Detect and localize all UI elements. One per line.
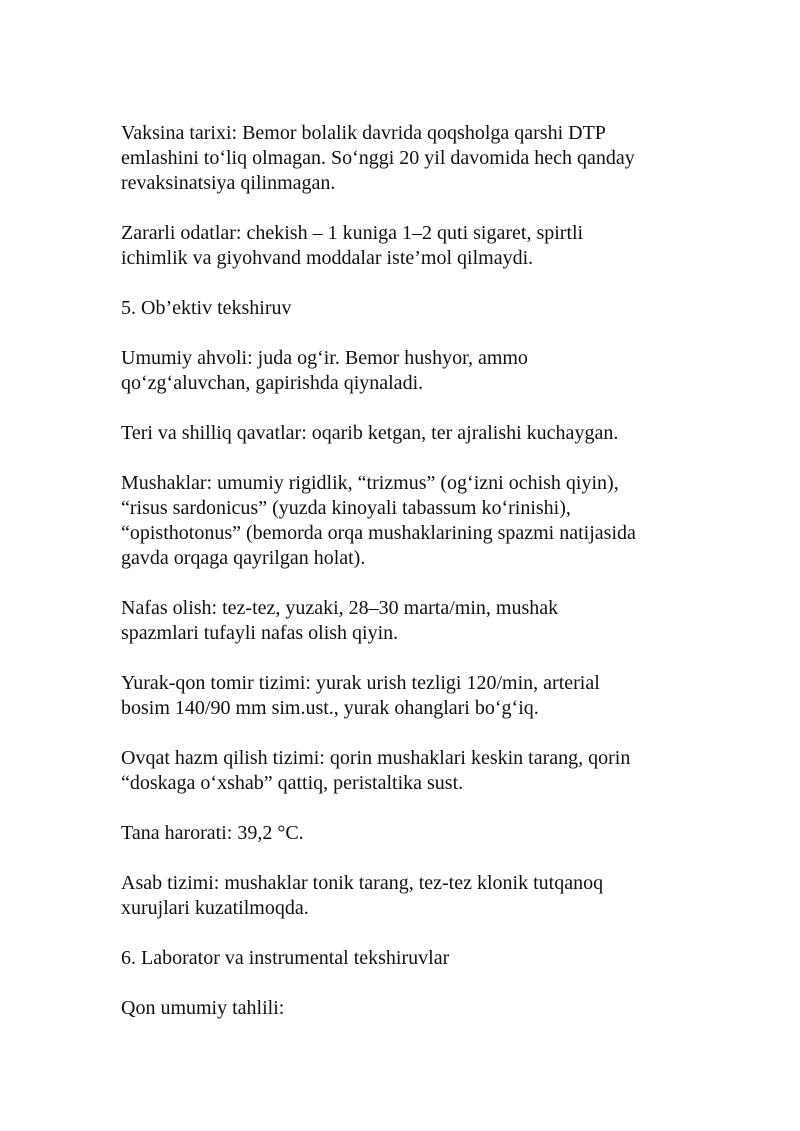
text-line: “doskaga o‘xshab” qattiq, peristaltika sust. bbox=[121, 772, 464, 794]
text-line: ichimlik va giyohvand moddalar iste’mol qilmaydi. bbox=[121, 247, 534, 269]
heading-text: 6. Laborator va instrumental tekshiruvlar bbox=[121, 947, 450, 969]
text-line: Ovqat hazm qilish tizimi: qorin mushaklari keskin tarang, qorin bbox=[121, 747, 631, 769]
text-line: emlashini to‘liq olmagan. So‘nggi 20 yil davomida hech qanday bbox=[121, 147, 635, 169]
paragraph-breathing bbox=[121, 596, 691, 646]
text-line: xurujlari kuzatilmoqda. bbox=[121, 897, 309, 919]
paragraph-blood-test bbox=[121, 996, 691, 1021]
text-line: gavda orqaga qayrilgan holat). bbox=[121, 547, 366, 569]
text-line: bosim 140/90 mm sim.ust., yurak ohanglari bo‘g‘iq. bbox=[121, 697, 539, 719]
text-line: Tana harorati: 39,2 °C. bbox=[121, 822, 304, 844]
text-line: “opisthotonus” (bemorda orqa mushaklarining spazmi natijasida bbox=[121, 522, 636, 544]
text-line: “risus sardonicus” (yuzda kinoyali tabassum ko‘rinishi), bbox=[121, 497, 571, 519]
text-line: Teri va shilliq qavatlar: oqarib ketgan, ter ajralishi kuchaygan. bbox=[121, 422, 619, 444]
paragraph-nervous-system bbox=[121, 871, 691, 921]
text-line: Zararli odatlar: chekish – 1 kuniga 1–2 quti sigaret, spirtli bbox=[121, 222, 584, 244]
text-line: qo‘zg‘aluvchan, gapirishda qiynaladi. bbox=[121, 372, 424, 394]
text-line: Umumiy ahvoli: juda og‘ir. Bemor hushyor, ammo bbox=[121, 347, 528, 369]
section-heading-lab-tests bbox=[121, 946, 691, 971]
text-line: Nafas olish: tez-tez, yuzaki, 28–30 marta/min, mushak bbox=[121, 597, 559, 619]
paragraph-digestive bbox=[121, 746, 691, 796]
paragraph-general-condition bbox=[121, 346, 691, 396]
paragraph-body-temperature bbox=[121, 821, 691, 846]
text-line: Qon umumiy tahlili: bbox=[121, 997, 285, 1019]
text-line: Asab tizimi: mushaklar tonik tarang, tez-tez klonik tutqanoq bbox=[121, 872, 604, 894]
paragraph-skin-mucosa bbox=[121, 421, 691, 446]
paragraph-harmful-habits bbox=[121, 221, 691, 271]
text-line: Vaksina tarixi: Bemor bolalik davrida qoqsholga qarshi DTP bbox=[121, 122, 606, 144]
text-line: revaksinatsiya qilinmagan. bbox=[121, 172, 336, 194]
section-heading-objective-exam bbox=[121, 296, 691, 321]
text-line: Yurak-qon tomir tizimi: yurak urish tezligi 120/min, arterial bbox=[121, 672, 600, 694]
text-line: spazmlari tufayli nafas olish qiyin. bbox=[121, 622, 399, 644]
heading-text: 5. Ob’ektiv tekshiruv bbox=[121, 297, 292, 319]
paragraph-vaccine-history bbox=[121, 121, 691, 196]
document-page bbox=[121, 121, 691, 1046]
paragraph-muscles bbox=[121, 471, 691, 571]
text-line: Mushaklar: umumiy rigidlik, “trizmus” (og‘izni ochish qiyin), bbox=[121, 472, 619, 494]
paragraph-cardiovascular bbox=[121, 671, 691, 721]
